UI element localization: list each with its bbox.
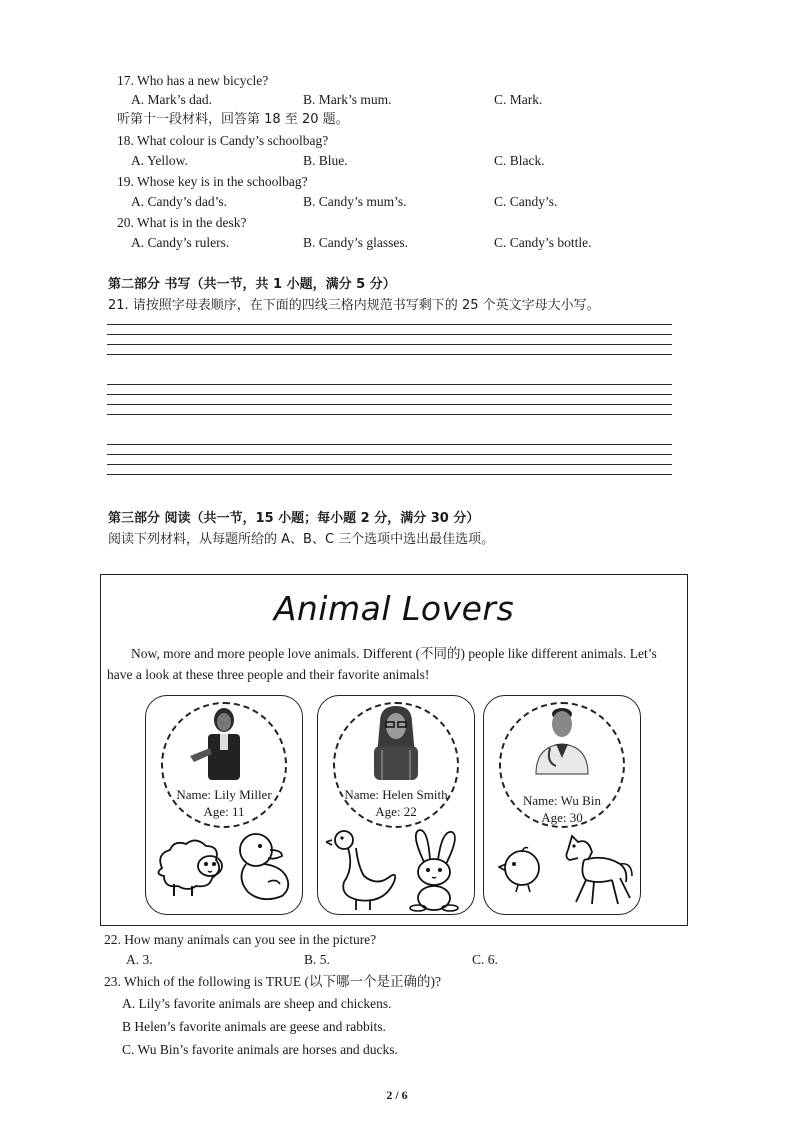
passage-box bbox=[100, 574, 688, 926]
question-17-option-c: C. Mark. bbox=[494, 92, 543, 107]
question-19-option-b: B. Candy’s mum’s. bbox=[303, 194, 407, 209]
girl-student-photo bbox=[186, 704, 262, 782]
person-name: Name: Wu Bin bbox=[523, 793, 601, 808]
goose-icon bbox=[326, 828, 400, 912]
passage-title: Animal Lovers bbox=[273, 589, 515, 628]
rabbit-icon bbox=[400, 828, 470, 912]
passage-intro-line-2: have a look at these three people and their favorite animals! bbox=[107, 667, 430, 682]
question-23-stem: 23. Which of the following is TRUE (以下哪一个是正确的)? bbox=[104, 974, 441, 989]
question-23-option-c: C. Wu Bin’s favorite animals are horses and ducks. bbox=[122, 1042, 398, 1057]
reading-instruction: 阅读下列材料，从每题所给的 A、B、C 三个选项中选出最佳选项。 bbox=[108, 532, 495, 547]
passage-intro-line-1: Now, more and more people love animals. Different (不同的) people like different animals. Let’s bbox=[131, 646, 657, 661]
person-age: Age: 30 bbox=[541, 810, 583, 825]
person-age: Age: 22 bbox=[375, 804, 417, 819]
chick-icon bbox=[498, 844, 548, 894]
listening-instruction: 听第十一段材料，回答第 18 至 20 题。 bbox=[117, 112, 349, 127]
question-18-stem: 18. What colour is Candy’s schoolbag? bbox=[117, 133, 329, 148]
question-20-option-a: A. Candy’s rulers. bbox=[131, 235, 230, 250]
page-number: 2 / 6 bbox=[386, 1088, 408, 1102]
sheep-icon bbox=[152, 838, 232, 898]
question-23-option-b: B Helen’s favorite animals are geese and rabbits. bbox=[122, 1019, 386, 1034]
duck-icon bbox=[232, 828, 298, 904]
person-card-helen bbox=[317, 695, 475, 915]
four-line-writing-grid bbox=[107, 322, 672, 492]
person-age: Age: 11 bbox=[203, 804, 245, 819]
question-20-option-c: C. Candy’s bottle. bbox=[494, 235, 592, 250]
writing-section-heading: 第二部分 书写（共一节，共 1 小题，满分 5 分） bbox=[108, 277, 396, 292]
woman-with-glasses-photo bbox=[358, 704, 434, 782]
question-18-option-b: B. Blue. bbox=[303, 153, 348, 168]
question-22-option-c: C. 6. bbox=[472, 952, 498, 967]
question-23-option-a: A. Lily’s favorite animals are sheep and chickens. bbox=[122, 996, 392, 1011]
question-22-option-a: A. 3. bbox=[126, 952, 153, 967]
doctor-photo bbox=[524, 704, 600, 782]
question-20-option-b: B. Candy’s glasses. bbox=[303, 235, 409, 250]
question-20-stem: 20. What is in the desk? bbox=[117, 215, 247, 230]
question-17-option-a: A. Mark’s dad. bbox=[131, 92, 212, 107]
reading-section-heading: 第三部分 阅读（共一节，15 小题；每小题 2 分，满分 30 分） bbox=[108, 511, 480, 526]
question-22-option-b: B. 5. bbox=[304, 952, 330, 967]
person-name: Name: Lily Miller bbox=[176, 787, 272, 802]
question-18-option-a: A. Yellow. bbox=[131, 153, 188, 168]
question-21-instruction: 21. 请按照字母表顺序，在下面的四线三格内规范书写剩下的 25 个英文字母大小写。 bbox=[108, 298, 600, 313]
question-19-option-c: C. Candy’s. bbox=[494, 194, 558, 209]
person-card-lily bbox=[145, 695, 303, 915]
question-17-stem: 17. Who has a new bicycle? bbox=[117, 73, 269, 88]
question-19-stem: 19. Whose key is in the schoolbag? bbox=[117, 174, 308, 189]
question-18-option-c: C. Black. bbox=[494, 153, 545, 168]
person-name: Name: Helen Smith bbox=[344, 787, 448, 802]
question-19-option-a: A. Candy’s dad’s. bbox=[131, 194, 227, 209]
horse-icon bbox=[554, 826, 634, 908]
question-17-option-b: B. Mark’s mum. bbox=[303, 92, 392, 107]
person-card-wu-bin bbox=[483, 695, 641, 915]
question-22-stem: 22. How many animals can you see in the picture? bbox=[104, 932, 377, 947]
